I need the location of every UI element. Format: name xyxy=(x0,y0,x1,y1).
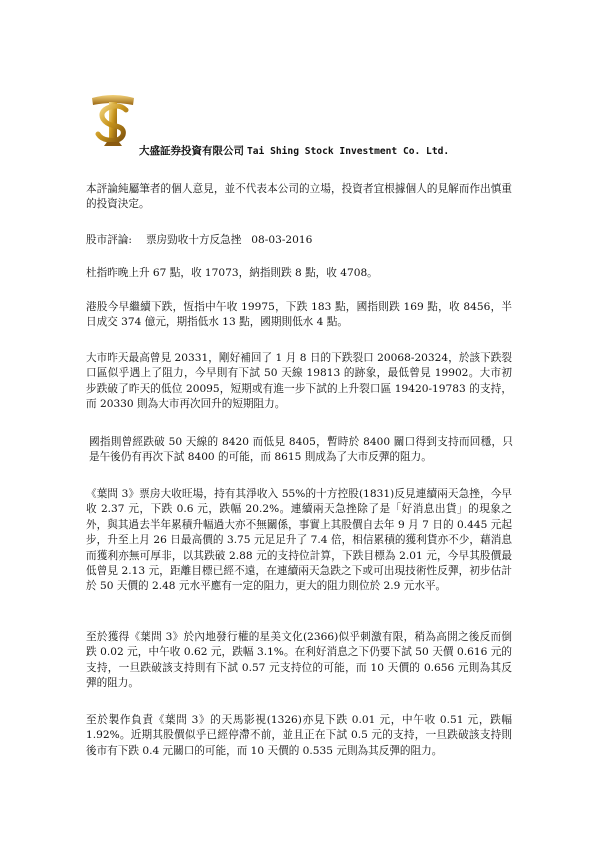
paragraph-hsi-technical: 大市昨天最高曾見 20331，剛好補回了 1 月 8 日的下跌裂口 20068-20324，於該下跌裂口區似乎遇上了阻力，今早則有下試 50 天線 19813 的跡象，最低曾見 19902。大市初步跌破了昨天的低位 20095，短期或有進一步下試的上升裂口區 19420-19783 的支持，而 20330 則為大市再次回升的短期阻力。 xyxy=(86,352,512,411)
company-name xyxy=(139,143,449,158)
company-name-en: Tai Shing Stock Investment Co. Ltd. xyxy=(247,146,450,157)
commentary-date: 08-03-2016 xyxy=(251,234,313,246)
commentary-heading xyxy=(86,233,512,248)
paragraph-producer-1326: 至於製作負責《葉問 3》的天馬影視(1326)亦見下跌 0.01 元，中午收 0.51 元，跌幅 1.92%。近期其股價似乎已經停滯不前，並且正在下試 0.5 元的支持，一旦跌破該支持則後市有下跌 0.4 元關口的可能，而 10 天價的 0.535 元則為其反彈的阻力。 xyxy=(86,714,512,757)
paragraph-ip-man-1831: 《葉問 3》票房大收旺場，持有其淨收入 55%的十方控股(1831)反見連續兩天急挫，今早收 2.37 元，下跌 0.6 元，跌幅 20.2%。連續兩天急挫除了是「好消息出貨」的現象之外，與其過去半年累積升幅過大亦不無關係，事實上其股價自去年 9 月 7 日的 0.445 元起步，升至上月 26 日最高價的 3.75 元足足升了 7.4 倍，相信累積的獲利貨亦不少，藉消息而獲利亦無可厚非，以其跌破 2.88 元的支持位計算，下跌目標為 2.01 元，今早其股價最低曾見 2.13 元，距離目標已經不遠，在連續兩天急跌之下或可出現技術性反彈，初步估計於 50 天價的 2.48 元水平應有一定的阻力，更大的阻力則位於 2.9 元水平。 xyxy=(86,488,512,593)
commentary-title: 票房勁收十方反急挫 xyxy=(145,234,242,246)
disclaimer-text: 本評論純屬筆者的個人意見，並不代表本公司的立場，投資者宜根據個人的見解而作出慎重的投資決定。 xyxy=(86,183,512,211)
company-name-zh: 大盛証券投資有限公司 xyxy=(139,145,244,157)
company-logo-icon xyxy=(90,92,136,148)
paragraph-hk-midday: 港股今早繼續下跌，恆指中午收 19975，下跌 183 點，國指則跌 169 點，收 8456，半日成交 374 億元，期指低水 13 點，國期則低水 4 點。 xyxy=(86,301,512,329)
paragraph-hscei-technical: 國指則曾經跌破 50 天線的 8420 而低見 8405，暫時於 8400 關口得到支持而回穩，只是午後仍有再次下試 8400 的可能，而 8615 則成為了大市反彈的阻力。 xyxy=(89,436,513,464)
paragraph-us-markets: 杜指昨晚上升 67 點，收 17073，納指則跌 8 點，收 4708。 xyxy=(86,267,378,279)
paragraph-distributor-2366: 至於獲得《葉問 3》於內地發行權的星美文化(2366)似乎刺激有限，稍為高開之後反而倒跌 0.02 元，中午收 0.62 元，跌幅 3.1%。在利好消息之下仍要下試 50 天價 0.616 元的支持，一旦跌破該支持則有下試 0.57 元支持位的可能，而 10 天價的 0.656 元則為其反彈的阻力。 xyxy=(86,631,512,690)
commentary-label: 股市評論: xyxy=(86,234,132,246)
